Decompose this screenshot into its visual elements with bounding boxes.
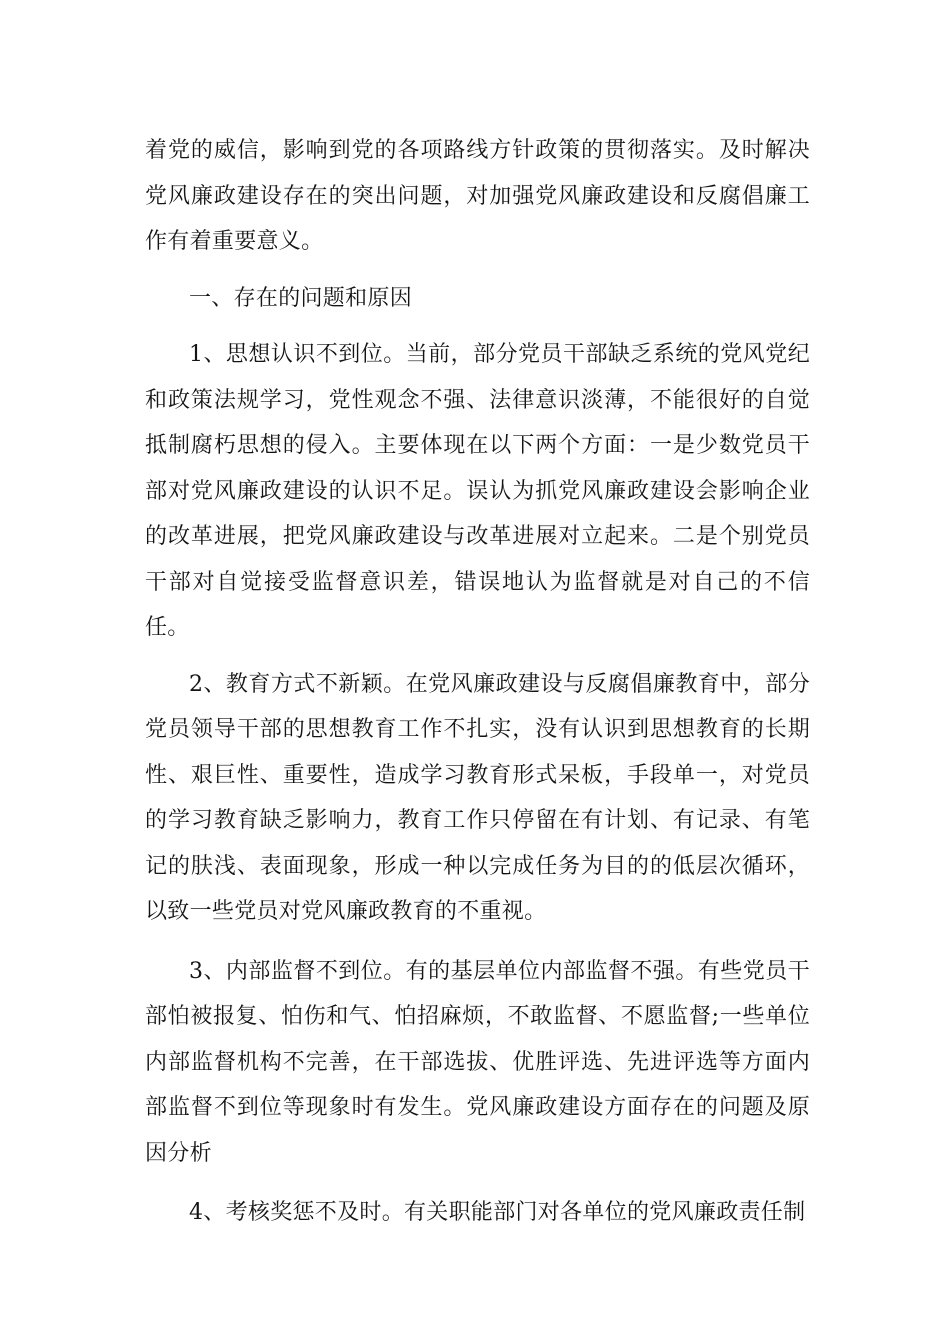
paragraph-point-1-ideological-awareness: 1、思想认识不到位。当前，部分党员干部缺乏系统的党风党纪和政策法规学习，党性观念不强、法律意识淡薄，不能很好的自觉抵制腐朽思想的侵入。主要体现在以下两个方面：一是少数党员干部对党风廉政建设的认识不足。误认为抓党风廉政建设会影响企业的改革进展，把党风廉政建设与改革进展对立起来。二是个别党员干部对自觉接受监督意识差，错误地认为监督就是对自己的不信任。 [145, 342, 810, 640]
paragraph-point-4-assessment: 4、考核奖惩不及时。有关职能部门对各单位的党风廉政责任制 [189, 1200, 806, 1225]
paragraph-point-2-education-methods: 2、教育方式不新颖。在党风廉政建设与反腐倡廉教育中，部分党员领导干部的思想教育工作不扎实，没有认识到思想教育的长期性、艰巨性、重要性，造成学习教育形式呆板，手段单一，对党员的学习教育缺乏影响力，教育工作只停留在有计划、有记录、有笔记的肤浅、表面现象，形成一种以完成任务为目的的低层次循环，以致一些党员对党风廉政教育的不重视。 [145, 671, 810, 924]
paragraph-point-3-internal-supervision: 3、内部监督不到位。有的基层单位内部监督不强。有些党员干部怕被报复、怕伤和气、怕招麻烦，不敢监督、不愿监督;一些单位内部监督机构不完善，在干部选拔、优胜评选、先进评选等方面内部监督不到位等现象时有发生。党风廉政建设方面存在的问题及原因分析 [145, 958, 810, 1166]
document-body [145, 128, 810, 1236]
section-heading-problems-and-causes: 一、存在的问题和原因 [189, 285, 413, 311]
paragraph-intro-continuation: 着党的威信，影响到党的各项路线方针政策的贯彻落实。及时解决党风廉政建设存在的突出问题，对加强党风廉政建设和反腐倡廉工作有着重要意义。 [145, 138, 810, 254]
